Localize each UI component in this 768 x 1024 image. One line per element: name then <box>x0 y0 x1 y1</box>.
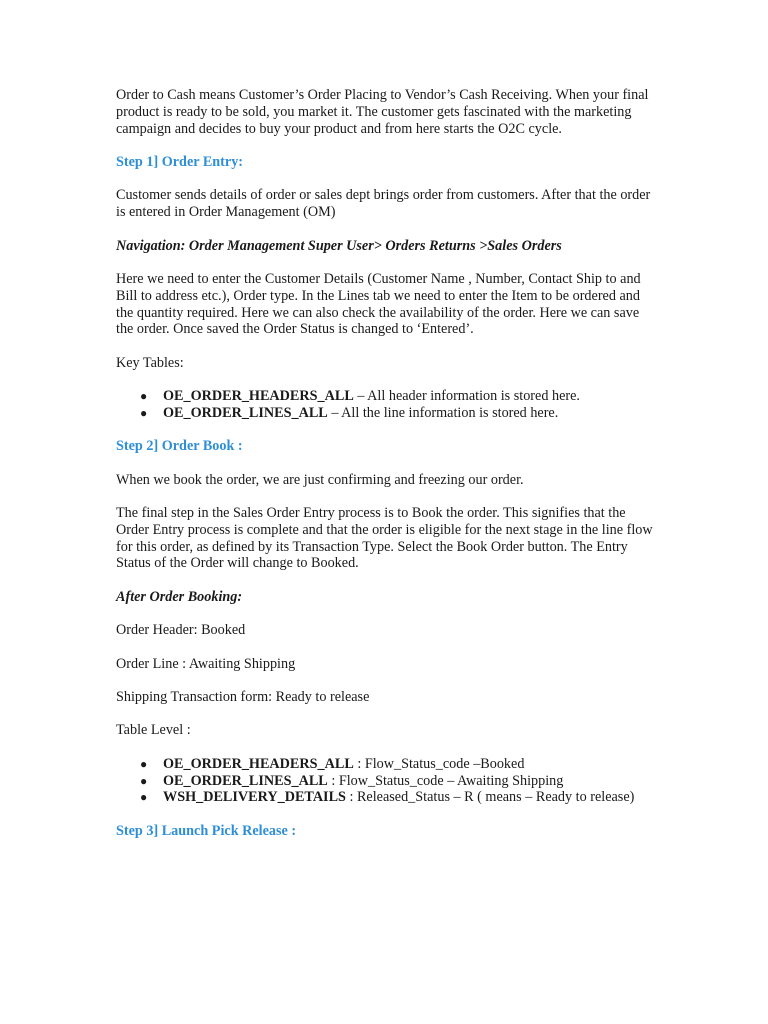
after-booking-heading: After Order Booking: <box>116 588 243 605</box>
list-item <box>140 772 658 790</box>
table-description: : Flow_Status_code –Booked <box>353 755 525 772</box>
table-name: OE_ORDER_HEADERS_ALL <box>163 388 354 405</box>
order-header-status: Order Header: Booked <box>116 622 246 639</box>
table-name: OE_ORDER_LINES_ALL <box>163 404 328 421</box>
table-level-label: Table Level : <box>116 722 191 739</box>
step2-heading: Step 2] Order Book : <box>116 438 243 455</box>
table-description: – All header information is stored here. <box>353 388 580 405</box>
table-level-list <box>116 756 658 806</box>
step2-details: The final step in the Sales Order Entry process is to Book the order. This signifies that the Order Entry process is complete and that the order is eligible for the next stage in the line flow for this order, as defined by its Transaction Type. Select the Book Order button. The Entry Status of the Order will change to Booked. <box>116 505 653 572</box>
key-tables-label: Key Tables: <box>116 354 184 371</box>
table-description: : Released_Status – R ( means – Ready to release) <box>345 789 635 806</box>
step3-heading: Step 3] Launch Pick Release : <box>116 822 297 839</box>
step1-description: Customer sends details of order or sales dept brings order from customers. After that the order is entered in Order Management (OM) <box>116 187 651 221</box>
bullet-icon: ● <box>140 756 148 771</box>
order-line-status: Order Line : Awaiting Shipping <box>116 655 296 672</box>
key-tables-list <box>116 388 658 422</box>
table-description: – All the line information is stored here. <box>327 404 559 421</box>
shipping-status: Shipping Transaction form: Ready to release <box>116 689 370 706</box>
list-item <box>140 404 658 422</box>
table-name: WSH_DELIVERY_DETAILS <box>163 789 346 806</box>
step1-details: Here we need to enter the Customer Details (Customer Name , Number, Contact Ship to and Bill to address etc.), Order type. In the Lines tab we need to enter the Item to be ordered and the quantity required. Here we can also check the availability of the order. Here we can save the order. Once saved the Order Status is changed to ‘Entered’. <box>116 270 641 338</box>
step1-heading: Step 1] Order Entry: <box>116 153 244 170</box>
bullet-icon: ● <box>140 389 148 404</box>
list-item <box>140 388 658 405</box>
bullet-icon: ● <box>140 773 148 788</box>
navigation-path: Navigation: Order Management Super User> Orders Returns >Sales Orders <box>116 237 562 254</box>
intro-paragraph: Order to Cash means Customer’s Order Placing to Vendor’s Cash Receiving. When your final product is ready to be sold, you market it. The customer gets fascinated with the marketing campaign and decides to buy your product and from here starts the O2C cycle. <box>116 87 649 137</box>
bullet-icon: ● <box>140 790 148 805</box>
table-name: OE_ORDER_LINES_ALL <box>163 772 328 789</box>
step2-description: When we book the order, we are just confirming and freezing our order. <box>116 471 524 488</box>
table-description: : Flow_Status_code – Awaiting Shipping <box>327 772 564 789</box>
list-item <box>140 755 658 773</box>
list-item <box>140 789 658 806</box>
bullet-icon: ● <box>140 405 148 420</box>
table-name: OE_ORDER_HEADERS_ALL <box>163 755 354 772</box>
